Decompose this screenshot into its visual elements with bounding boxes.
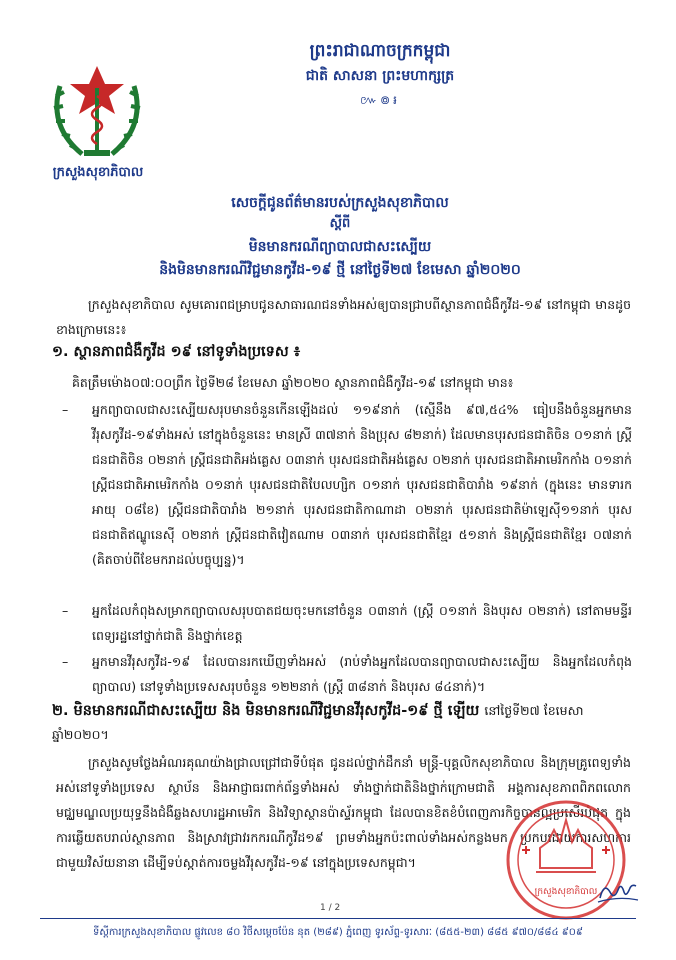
ministry-logo-icon: [42, 46, 152, 166]
bullet-dash: –: [62, 654, 69, 669]
bullet-in-treatment-text: អ្នកដែលកំពុងសម្រាកព្យាបាលសរុបបាតជយចុះមកនៅចំនួន ០៣នាក់ (ស្ត្រី ០១នាក់ និងបុរស ០២នាក់) នៅតាមមន្ទីរពេទ្យរដ្ឋនៅថ្នាក់ជាតិ និងថ្នាក់ខេត្ត: [92, 603, 632, 643]
page-number: 1 / 2: [320, 903, 341, 913]
national-motto: ជាតិ សាសនា ព្រះមហាក្សត្រ: [305, 68, 455, 84]
bullet-recovered-text: អ្នកព្យាបាលជាសះស្បើយសរុបមានចំនួនកើនឡើងដល់ ១១៩នាក់ (ស្មើនឹង ៩៧,៥៤% ធៀបនឹងចំនួនអ្នកមានវីរុសកូវីដ-១៩ទាំងអស់ នៅក្នុងចំនួននេះ មានស្រី ៣៧នាក់ និងប្រុស ៨២នាក់) ដែលមានបុរសជនជាតិចិន ០១នាក់ ស្ត្រីជនជាតិចិន ០២នាក់ ស្ត្រីជនជាតិអង់គ្លេស ០៣នាក់ បុរសជនជាតិអង់គ្លេស ០២នាក់ បុរសជនជាតិអាមេរិកកាំង ០១នាក់ ស្ត្រីជនជាតិអាមេរិកកាំង ០១នាក់ បុរសជនជាតិបែលហ្សិក ០១នាក់ បុរសជនជាតិបារាំង ១៩នាក់ (ក្នុងនេះ មានទារកអាយុ ០៨ខែ) ស្ត្រីជនជាតិបារាំង ២១នាក់ បុរសជនជាតិកាណាដា ០២នាក់ បុរសជនជាតិម៉ាឡេស៊ី១១នាក់ បុរសជនជាតិឥណ្ឌូនេស៊ី ០២នាក់ ស្ត្រីជនជាតិវៀតណាម ០៣នាក់ បុរសជនជាតិខ្មែរ ៥១នាក់ និងស្ត្រីជនជាតិខ្មែរ ០៧នាក់ (គិតចាប់ពីខែមករាដល់បច្ចុប្បន្ន)។: [92, 402, 632, 567]
title-line-1: សេចក្តីជូនព័ត៌មានរបស់ក្រសួងសុខាភិបាល: [231, 195, 449, 211]
section-1-heading: ១. ស្ថានភាពជំងឺកូវីដ ១៩ នៅទូទាំងប្រទេស ៖: [52, 344, 301, 360]
thanks-paragraph: ក្រសួងសូមថ្លែងអំណរគុណយ៉ាងជ្រាលជ្រៅជាទីបំផុត ជូនដល់ថ្នាក់ដឹកនាំ មន្ត្រី-បុគ្គលិកសុខាភិបាល និងក្រុមគ្រូពេទ្យទាំងអស់នៅទូទាំងប្រទេស ស្ថាប័ន និងអាជ្ញាធរពាក់ព័ន្ធទាំងអស់ ទាំងថ្នាក់ជាតិនិងថ្នាក់ក្រោមជាតិ អង្គការសុខភាពពិភពលោក មជ្ឈមណ្ឌលប្រយុទ្ធនឹងជំងឺឆ្លងសហរដ្ឋអាមេរិក និងវិទ្យាស្ថានប៉ាស្ទ័រកម្ពុជា ដែលបានខិតខំបំពេញភារកិច្ចបានល្អប្រសើរបំផុត ក្នុងការឆ្លើយតបរាល់ស្ថានភាព និងស្រាវជ្រាវរកករណីកូវីដ១៩ ព្រមទាំងអ្នកប៉ះពាល់ទាំងអស់កន្លងមក ប្រកបដោយការសហការជាមួយវិស័យនានា ដើម្បីទប់ស្កាត់ការចម្លងវីរុសកូវីដ-១៩ នៅក្នុងប្រទេសកម្ពុជា។: [56, 755, 631, 870]
title-line-2: ស្តីពី: [329, 216, 351, 231]
section-1-status: គិតត្រឹមម៉ោង០៧:០០ព្រឹក ថ្ងៃទី២៨ ខែមេសា ឆ្នាំ២០២០ ស្ថានភាពជំងឺកូវីដ-១៩ នៅកម្ពុជា មាន៖: [72, 375, 514, 390]
section-2-date: នៅថ្ងៃទី២៧ ខែមេសា ឆ្នាំ២០២០។: [52, 703, 584, 742]
bullet-dash: –: [62, 402, 69, 417]
title-line-3: មិនមានករណីព្យាបាលជាសះស្បើយ: [248, 239, 432, 255]
footer-divider: [40, 918, 636, 919]
bullet-dash: –: [62, 603, 69, 618]
intro-paragraph: ក្រសួងសុខាភិបាល សូមគោរពជម្រាបជូនសាធារណជនទាំងអស់ឲ្យបានជ្រាបពីស្ថានភាពជំងឺកូវីដ-១៩ នៅកម្ពុជា មានដូចខាងក្រោមនេះ៖: [56, 297, 631, 337]
list-item: [62, 649, 632, 699]
title-line-4: និងមិនមានករណីវិជ្ជមានកូវីដ-១៩ ថ្មី នៅថ្ងៃទី២៧ ខែមេសា ឆ្នាំ២០២០: [159, 262, 521, 278]
list-item: [62, 598, 632, 648]
kingdom-title: ព្រះរាជាណាចក្រកម្ពុជា: [309, 41, 451, 61]
signature-icon: [596, 878, 640, 906]
seal-text: ក្រសួងសុខាភិបាល: [534, 887, 598, 897]
ministry-name: ក្រសួងសុខាភិបាល: [52, 165, 144, 180]
list-item: [62, 397, 632, 572]
section-2-heading: [52, 699, 632, 747]
footer-address: ទីស្តីការក្រសួងសុខាភិបាល ផ្លូវលេខ ៨០ វិថីសម្តេចប៉ែន នុត (២៨៩) ភ្នំពេញ ទូរស័ព្ទ-ទូរសារៈ (៨៥៥-២៣) ៨៨៥ ៩៧០/៨៨៤ ៩០៩: [93, 927, 583, 938]
bullet-total-cases-text: អ្នកមានវីរុសកូវីដ-១៩ ដែលបានរកឃើញទាំងអស់ (រាប់ទាំងអ្នកដែលបានព្យាបាលជាសះស្បើយ និងអ្នកដែលកំពុងព្យាបាល) នៅទូទាំងប្រទេសសរុបចំនួន ១២២នាក់ (ស្ត្រី ៣៨នាក់ និងបុរស ៨៤នាក់)។: [92, 654, 632, 694]
header-ornament: ៚៙៛: [360, 93, 400, 107]
section-2-heading-text: ២. មិនមានករណីជាសះស្បើយ និង មិនមានករណីវិជ្ជមានវីរុសកូវីដ-១៩ ថ្មី ឡើយ: [52, 703, 480, 719]
